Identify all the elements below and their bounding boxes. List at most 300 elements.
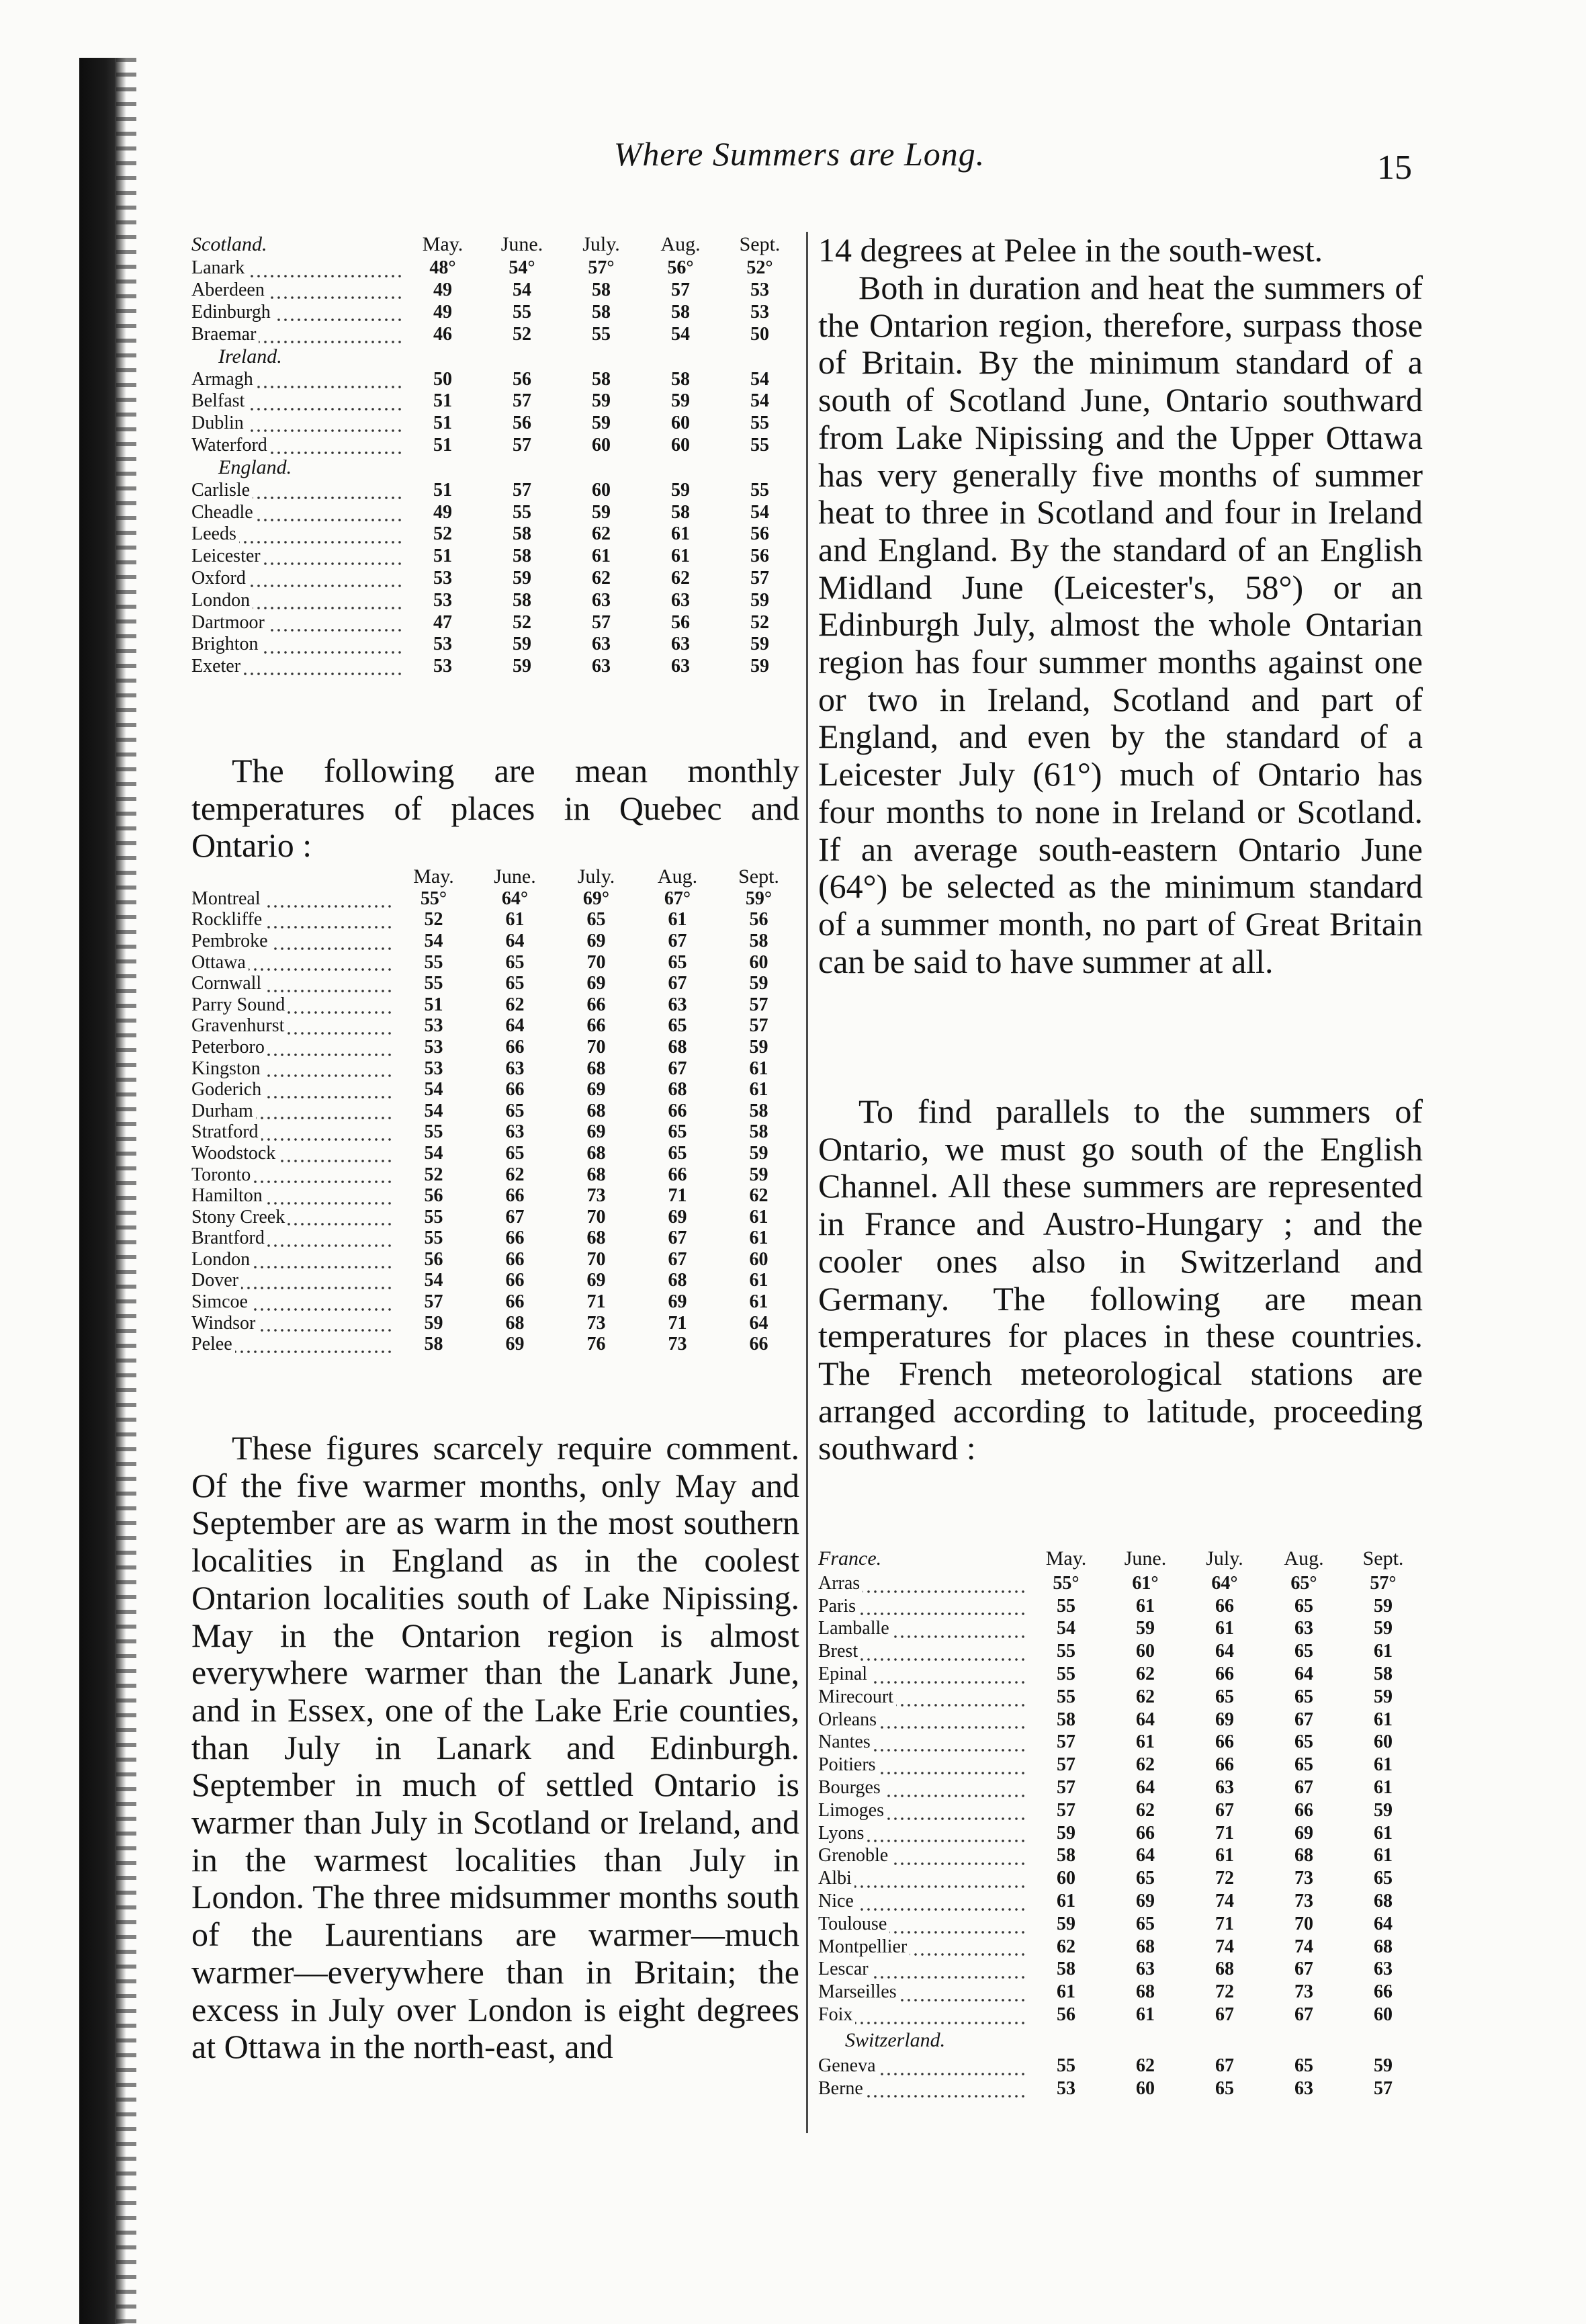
column-header-july: July. [582, 233, 620, 255]
temperature-value: 73 [1294, 1891, 1313, 1912]
temperature-value: 53 [750, 279, 769, 301]
temperature-value: 61 [1057, 1981, 1075, 2003]
temperature-value: 56 [513, 413, 531, 434]
temperature-value: 59 [750, 634, 769, 655]
table-row [818, 1959, 1423, 1981]
temperature-value: 63 [1294, 2077, 1313, 2099]
temperature-value: 73 [668, 1334, 687, 1355]
temperature-value: 53 [424, 1037, 443, 1058]
place-cell [191, 1058, 393, 1080]
temperature-value: 68 [505, 1312, 525, 1334]
temperature-value: 66 [505, 1037, 525, 1058]
temperature-value: 64 [749, 1312, 768, 1334]
temperature-value: 61 [749, 1270, 768, 1291]
temperature-value: 60 [749, 951, 768, 973]
table-row [191, 390, 799, 413]
place-cell [818, 1981, 1026, 2004]
table-row [191, 1207, 799, 1228]
temperature-value: 64 [1136, 1845, 1155, 1866]
place-name: Oxford [191, 568, 249, 589]
place-name: Braemar [191, 324, 259, 345]
temperature-value: 61 [749, 1079, 768, 1101]
temperature-value: 65 [1294, 1595, 1313, 1617]
place-name: London [191, 1249, 253, 1270]
temperature-value: 65 [1374, 1868, 1393, 1889]
temperature-value: 59 [513, 567, 531, 589]
temperature-value: 61 [1215, 1845, 1234, 1866]
place-name: Parry Sound [191, 994, 288, 1015]
temperature-value: 61 [1136, 1595, 1155, 1617]
temperature-value: 67 [505, 1206, 525, 1228]
region-row [191, 345, 799, 368]
place-name: Gravenhurst [191, 1016, 287, 1037]
temperature-value: 50 [433, 368, 452, 390]
temperature-value: 69 [586, 1121, 606, 1143]
temperature-value: 62 [1136, 1686, 1155, 1707]
table-row [818, 1936, 1423, 1959]
temperature-value: 66 [1136, 1822, 1155, 1844]
temperature-value: 68 [668, 1270, 687, 1291]
place-cell [191, 888, 393, 910]
region-row [191, 456, 799, 479]
temperature-value: 51 [433, 479, 452, 501]
temperature-value: 62 [749, 1185, 768, 1207]
temperature-value: 59 [592, 501, 611, 523]
temperature-value: 64 [1136, 1709, 1155, 1730]
table-header-row [818, 1545, 1423, 1572]
book-binding-edge [79, 58, 126, 2324]
place-name: Woodstock [191, 1143, 278, 1164]
temperature-value: 58 [1057, 1959, 1075, 1980]
temperature-value: 65 [668, 1015, 687, 1037]
place-name: Berne [818, 2078, 866, 2099]
place-cell [818, 1936, 1026, 1959]
table-row [191, 888, 799, 910]
temperature-value: 65 [1136, 1913, 1155, 1934]
temperature-value: 57 [1057, 1754, 1075, 1776]
temperature-value: 58 [1057, 1709, 1075, 1730]
temperature-value: 61 [1136, 2004, 1155, 2026]
temperature-value: 69 [505, 1334, 525, 1355]
temperature-value: 70 [586, 951, 606, 973]
place-name: Grenoble [818, 1845, 891, 1866]
place-name: Edinburgh [191, 302, 273, 322]
temperature-value: 55 [750, 479, 769, 501]
place-cell [191, 1185, 393, 1207]
temperature-value: 54 [1057, 1618, 1075, 1639]
column-header-june: June. [500, 233, 543, 255]
temperature-value: 67 [1215, 2055, 1234, 2076]
temperature-value: 74 [1294, 1936, 1313, 1957]
table-row [191, 1185, 799, 1207]
column-header-june: June. [1124, 1547, 1167, 1569]
table-row [818, 1890, 1423, 1913]
place-name: Leeds [191, 523, 239, 544]
temperature-value: 60 [592, 434, 611, 456]
table-row [818, 1754, 1423, 1776]
temperature-value: 52 [424, 909, 443, 931]
temperature-value: 65 [1294, 2055, 1313, 2076]
temperature-value: 59 [749, 973, 768, 994]
temperature-value: 61 [671, 546, 690, 567]
table-row [191, 413, 799, 435]
place-cell [191, 479, 403, 501]
table-row [191, 1101, 799, 1122]
temperature-value: 65 [1294, 1686, 1313, 1707]
place-name: Durham [191, 1101, 256, 1121]
temperature-value: 66 [668, 1164, 687, 1185]
table-row [191, 994, 799, 1016]
temperature-value: 67 [668, 1249, 687, 1270]
table-header-row [191, 232, 799, 257]
temperature-value: 60 [749, 1249, 768, 1270]
temperature-value: 51 [433, 434, 452, 456]
temperature-value: 58 [513, 589, 531, 611]
temperature-value: 57 [592, 611, 611, 633]
temperature-value: 69 [586, 1079, 606, 1101]
place-name: Leicester [191, 546, 263, 566]
temperature-value: 63 [668, 994, 687, 1015]
temperature-value: 60 [1057, 1868, 1075, 1889]
temperature-value: 56 [424, 1185, 443, 1207]
table-row [818, 1845, 1423, 1868]
table-row [818, 1640, 1423, 1663]
temperature-value: 53 [433, 634, 452, 655]
temperature-value: 61 [749, 1206, 768, 1228]
temperature-value: 55 [1057, 1641, 1075, 1662]
temperature-value: 66 [1215, 1595, 1234, 1617]
table-row [191, 1122, 799, 1144]
place-name: Stony Creek [191, 1207, 288, 1228]
temperature-value: 70 [586, 1249, 606, 1270]
place-name: Rockliffe [191, 910, 265, 931]
temperature-value: 47 [433, 611, 452, 633]
temperature-value: 69° [582, 888, 610, 909]
place-cell [191, 257, 403, 279]
temperature-value: 69 [668, 1291, 687, 1313]
temperature-value: 54 [424, 1100, 443, 1121]
temperature-value: 66 [1374, 1981, 1393, 2003]
table-row [191, 1228, 799, 1250]
place-cell [818, 1640, 1026, 1663]
temperature-value: 57 [513, 390, 531, 412]
column-header-sept: Sept. [739, 233, 781, 255]
temperature-value: 60 [671, 434, 690, 456]
place-name: Cornwall [191, 973, 264, 994]
place-cell [191, 546, 403, 568]
summers-comparison-paragraph: Both in duration and heat the summers of the Ontarion region, therefore, surpass those of Britain. By the minimum standard of a south of Scotland June, Ontario southward from Lake Nipissing and the Upper Ottawa has very generally five months of summer heat to three in Scotland and four in Ireland and England. By the standard of an English Midland June (Leicester's, 58°) or an Edinburgh July, almost the whole Ontarian region has four summer months against one or two in Ireland, Scotland and part of England, and even by the standard of a Leicester July (61°) much of Ontario has four months to none in Ireland or Scotland. If an average south-eastern Ontario June (64°) be selected as the minimum standard of a summer month, no part of Great Britain can be said to have summer at all. [818, 269, 1423, 980]
temperature-value: 59 [671, 390, 690, 412]
temperature-value: 56 [671, 611, 690, 633]
place-cell [191, 952, 393, 974]
temperature-value: 61 [1374, 1822, 1393, 1844]
place-cell [818, 2004, 1026, 2026]
table-row [818, 1913, 1423, 1936]
table-row [191, 1016, 799, 1037]
table-row [191, 931, 799, 952]
place-name: Foix [818, 2004, 855, 2025]
temperature-value: 52 [513, 323, 531, 345]
table-row [191, 546, 799, 568]
temperature-value: 59 [671, 479, 690, 501]
temperature-value: 49 [433, 279, 452, 301]
temperature-value: 61 [1215, 1618, 1234, 1639]
table-row [191, 1249, 799, 1271]
temperature-value: 63 [1215, 1777, 1234, 1799]
place-cell [818, 1822, 1026, 1845]
temperature-value: 63 [1294, 1618, 1313, 1639]
table-row [191, 435, 799, 457]
place-cell [191, 589, 403, 611]
temperature-value: 56 [513, 368, 531, 390]
region-label: England. [218, 456, 292, 479]
temperature-value: 59° [745, 888, 773, 909]
place-cell [191, 1313, 393, 1334]
table-row [191, 611, 799, 634]
table-region-label: France. [818, 1547, 882, 1569]
temperature-value: 61 [668, 909, 687, 931]
temperature-value: 54 [750, 368, 769, 390]
place-cell [191, 931, 393, 952]
temperature-value: 52 [433, 523, 452, 545]
place-cell [191, 568, 403, 590]
place-cell [191, 1101, 393, 1122]
temperature-value: 68 [586, 1164, 606, 1185]
temperature-value: 69 [586, 1270, 606, 1291]
temperature-value: 51 [433, 546, 452, 567]
temperature-value: 52 [424, 1164, 443, 1185]
temperature-value: 60 [1136, 2077, 1155, 2099]
place-name: Brantford [191, 1228, 267, 1249]
place-name: Hamilton [191, 1185, 265, 1206]
temperature-value: 59 [749, 1143, 768, 1164]
table-region-label: Scotland. [191, 233, 267, 255]
place-cell [191, 1079, 393, 1101]
temperature-value: 57 [513, 479, 531, 501]
temperature-value: 62 [1136, 1799, 1155, 1821]
table-row [191, 1334, 799, 1355]
temperature-value: 58 [671, 368, 690, 390]
table-row [818, 1618, 1423, 1641]
temperature-value: 51 [424, 994, 443, 1015]
temperature-value: 54° [509, 257, 535, 279]
column-header-july: July. [577, 865, 615, 888]
temperature-value: 56 [1057, 2004, 1075, 2026]
place-name: Brest [818, 1641, 861, 1662]
place-cell [191, 1249, 393, 1271]
temperature-value: 58 [749, 931, 768, 951]
temperature-value: 65 [586, 909, 606, 931]
temperature-value: 71 [668, 1312, 687, 1334]
temperature-value: 66 [505, 1228, 525, 1249]
place-name: Peterboro [191, 1037, 267, 1058]
temperature-value: 57 [513, 434, 531, 456]
temperature-value: 65 [1294, 1731, 1313, 1753]
table-row [818, 1731, 1423, 1754]
temperature-value: 65 [1215, 2077, 1234, 2099]
temperature-value: 65 [668, 951, 687, 973]
temperature-value: 59 [749, 1164, 768, 1185]
table-corner-cell [191, 865, 393, 888]
temperature-value: 67 [1215, 1799, 1234, 1821]
place-cell [191, 910, 393, 931]
table-row [191, 302, 799, 324]
column-header-june: June. [494, 865, 536, 888]
place-cell [191, 1164, 393, 1186]
temperature-value: 65 [505, 1100, 525, 1121]
table-row [818, 1663, 1423, 1686]
place-cell [818, 1709, 1026, 1731]
temperature-value: 70 [1294, 1913, 1313, 1934]
temperature-value: 63 [671, 589, 690, 611]
temperature-value: 67 [668, 931, 687, 951]
temperature-value: 64 [1136, 1777, 1155, 1799]
temperature-value: 63 [592, 634, 611, 655]
place-name: Limoges [818, 1800, 887, 1821]
temperature-value: 52° [746, 257, 773, 279]
place-name: Goderich [191, 1079, 264, 1100]
temperature-value: 61 [505, 909, 525, 931]
place-name: Stratford [191, 1122, 261, 1143]
place-name: Arras [818, 1573, 863, 1594]
temperature-value: 61 [1374, 1777, 1393, 1799]
place-name: Lamballe [818, 1618, 892, 1639]
table-row [191, 1291, 799, 1313]
temperature-value: 54 [671, 323, 690, 345]
temperature-value: 54 [424, 931, 443, 951]
temperature-value: 59 [1374, 1595, 1393, 1617]
temperature-value: 70 [586, 1206, 606, 1228]
temperature-value: 63 [592, 656, 611, 677]
temperature-value: 55 [424, 1121, 443, 1143]
place-cell [818, 1890, 1026, 1913]
column-header-sept: Sept. [738, 865, 779, 888]
temperature-value: 66 [586, 994, 606, 1015]
table-row [191, 1058, 799, 1080]
column-divider [806, 232, 808, 2133]
temperature-value: 62 [671, 567, 690, 589]
temperature-value: 62 [1136, 1754, 1155, 1776]
temperature-value: 67 [668, 1058, 687, 1079]
place-cell [818, 1663, 1026, 1686]
place-name: Ottawa [191, 952, 249, 973]
place-cell [191, 1291, 393, 1313]
place-name: Cheadle [191, 502, 256, 523]
place-name: Pelee [191, 1334, 235, 1354]
temperature-value: 53 [433, 656, 452, 677]
place-cell [191, 973, 393, 994]
temperature-value: 62 [1136, 2055, 1155, 2076]
temperature-value: 55 [1057, 1664, 1075, 1685]
temperature-value: 58 [513, 546, 531, 567]
temperature-value: 52 [750, 611, 769, 633]
temperature-value: 66 [505, 1291, 525, 1313]
place-cell [818, 1799, 1026, 1822]
place-cell [818, 1595, 1026, 1618]
place-name: Aberdeen [191, 279, 267, 300]
temperature-value: 59 [592, 413, 611, 434]
temperature-value: 58 [1057, 1845, 1075, 1866]
place-cell [191, 1207, 393, 1228]
temperature-value: 64° [501, 888, 529, 909]
temperature-value: 60 [1374, 1731, 1393, 1753]
continuation-line: 14 degrees at Pelee in the south-west. [818, 231, 1323, 269]
temperature-value: 67 [1215, 2004, 1234, 2026]
temperature-value: 61 [671, 523, 690, 545]
temperature-value: 66 [749, 1334, 768, 1355]
place-cell [818, 1618, 1026, 1641]
table-row [191, 368, 799, 390]
table-row [191, 323, 799, 345]
temperature-value: 71 [586, 1291, 606, 1313]
temperature-value: 68 [1374, 1891, 1393, 1912]
place-name: Nantes [818, 1731, 873, 1752]
place-name: Lyons [818, 1823, 867, 1844]
table-row [818, 1799, 1423, 1822]
temperature-value: 57 [1057, 1731, 1075, 1753]
temperature-value: 62 [1057, 1936, 1075, 1957]
temperature-value: 61 [1374, 1845, 1393, 1866]
temperature-value: 57 [749, 1015, 768, 1037]
temperature-value: 56 [750, 523, 769, 545]
temperature-value: 68 [586, 1100, 606, 1121]
place-name: Bourges [818, 1777, 883, 1798]
temperature-value: 58 [671, 301, 690, 322]
temperature-value: 69 [1215, 1709, 1234, 1730]
temperature-value: 52 [513, 611, 531, 633]
temperature-value: 69 [586, 931, 606, 951]
place-cell [191, 279, 403, 302]
place-cell [191, 523, 403, 546]
table-row [191, 568, 799, 590]
temperature-value: 59 [1136, 1618, 1155, 1639]
table-row [818, 1981, 1423, 2004]
temperature-value: 48° [429, 257, 456, 279]
temperature-value: 63 [671, 634, 690, 655]
temperature-value: 61 [1374, 1709, 1393, 1730]
temperature-value: 61 [749, 1291, 768, 1313]
temperature-value: 62 [592, 523, 611, 545]
temperature-value: 68 [586, 1143, 606, 1164]
table-row [191, 1313, 799, 1334]
temperature-value: 58 [424, 1334, 443, 1355]
place-name: Toronto [191, 1164, 253, 1185]
temperature-value: 73 [1294, 1868, 1313, 1889]
place-name: Dartmoor [191, 612, 267, 633]
temperature-value: 63 [505, 1058, 525, 1079]
temperature-value: 73 [586, 1185, 606, 1207]
place-name: Nice [818, 1891, 856, 1911]
table-row [191, 1143, 799, 1164]
temperature-value: 73 [1294, 1981, 1313, 2003]
place-cell [818, 2055, 1026, 2077]
temperature-value: 65 [1136, 1868, 1155, 1889]
temperature-value: 53 [750, 301, 769, 322]
temperature-value: 57 [750, 567, 769, 589]
table-row [818, 2055, 1423, 2077]
temperature-value: 64 [1215, 1641, 1234, 1662]
temperature-value: 53 [433, 589, 452, 611]
place-cell [191, 1016, 393, 1037]
temperature-value: 55° [1053, 1572, 1080, 1594]
temperature-value: 61 [1057, 1891, 1075, 1912]
temperature-value: 55 [750, 413, 769, 434]
temperature-value: 67 [1294, 2004, 1313, 2026]
temperature-value: 74 [1215, 1891, 1234, 1912]
table-row [818, 1595, 1423, 1618]
temperature-value: 69 [668, 1206, 687, 1228]
temperature-value: 61 [749, 1058, 768, 1079]
